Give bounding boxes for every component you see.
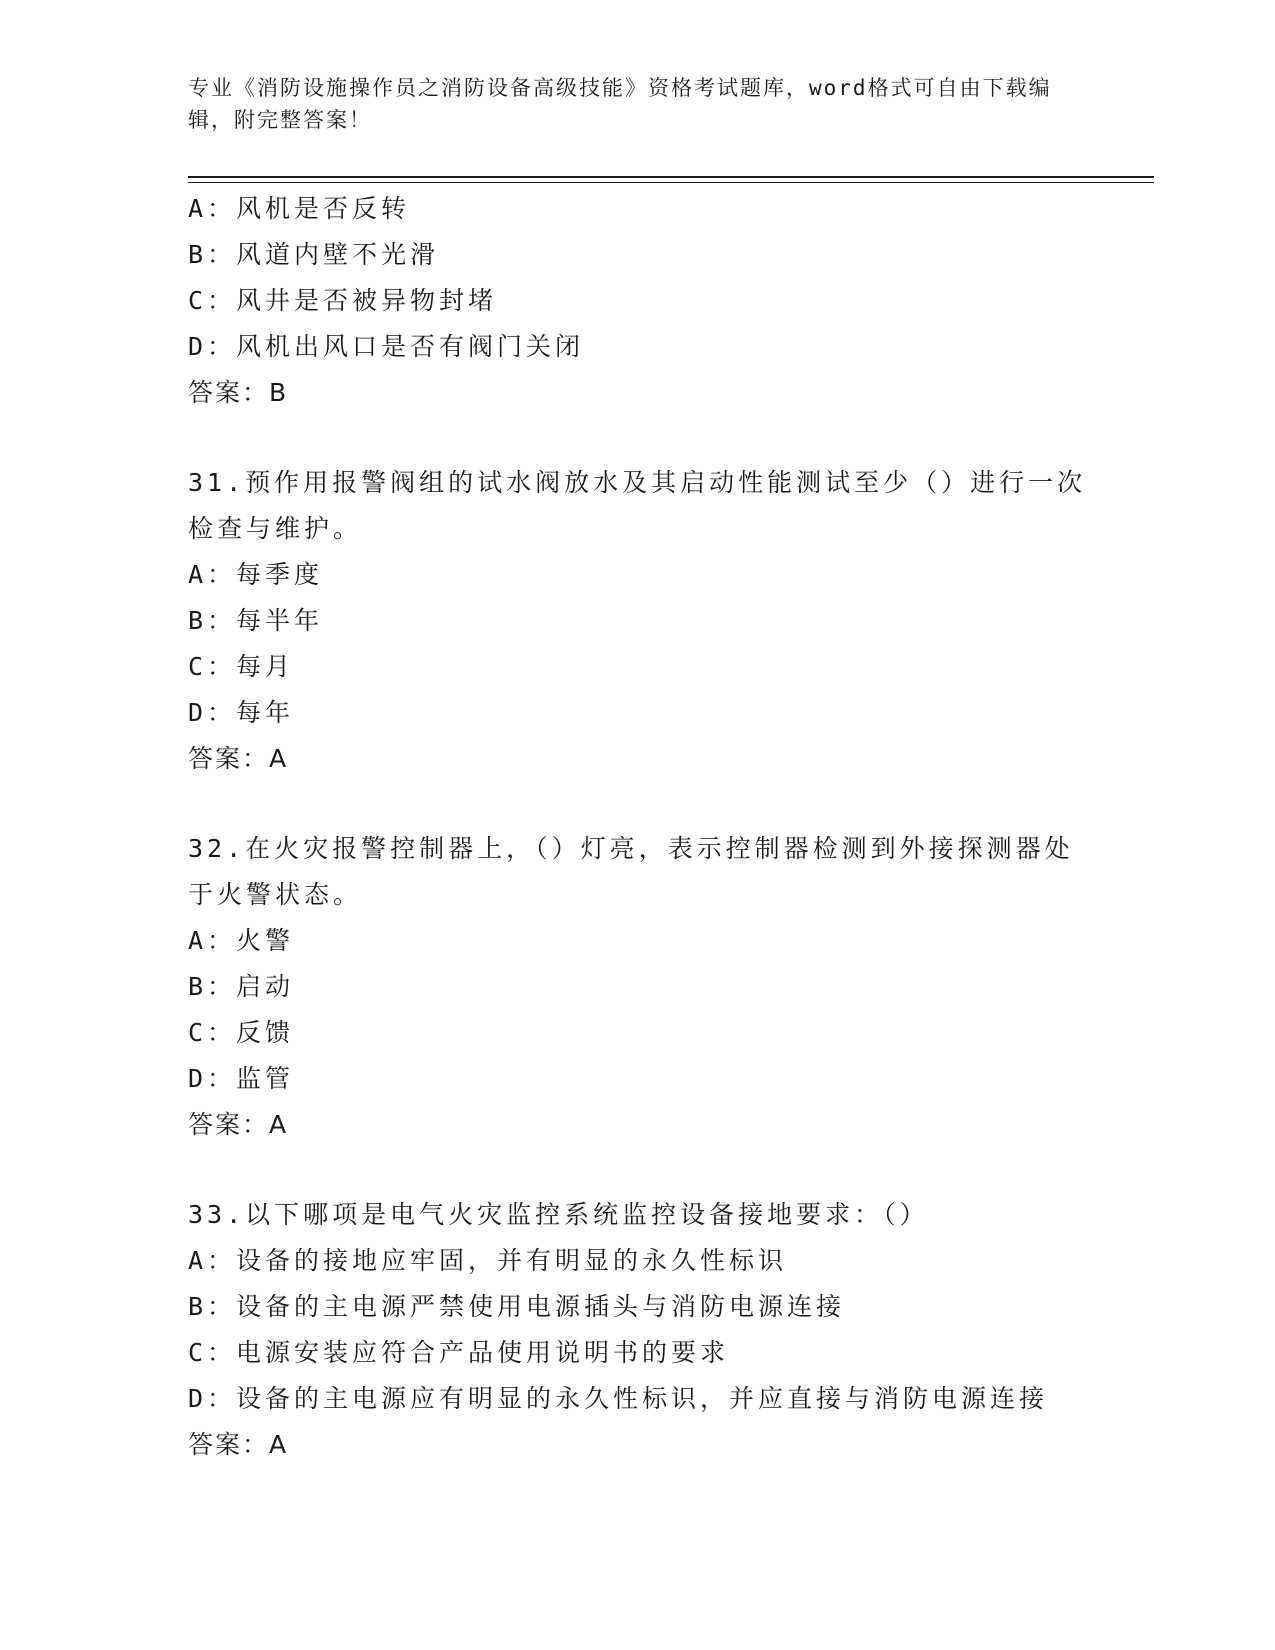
option-c: C：风井是否被异物封堵: [188, 286, 498, 315]
question-block-31: [188, 460, 1088, 782]
spacer: [188, 782, 1088, 826]
option-d: D：每年: [188, 698, 295, 727]
option-a: A：火警: [188, 926, 295, 955]
header-divider: [188, 176, 1154, 178]
question-stem: 32.在火灾报警控制器上，（）灯亮，表示控制器检测到外接探测器处于火警状态。: [188, 834, 1074, 909]
question-block-partial: [188, 186, 1088, 416]
option-b: B：每半年: [188, 606, 324, 635]
option-b: B：风道内壁不光滑: [188, 240, 440, 269]
question-stem: 31.预作用报警阀组的试水阀放水及其启动性能测试至少（）进行一次检查与维护。: [188, 468, 1087, 543]
option-d: D：监管: [188, 1064, 295, 1093]
option-c: C：电源安装应符合产品使用说明书的要求: [188, 1338, 730, 1367]
question-stem: 33.以下哪项是电气火灾监控系统监控设备接地要求：（）: [188, 1200, 929, 1229]
spacer: [188, 1148, 1088, 1192]
question-block-33: [188, 1192, 1088, 1468]
option-a: A：设备的接地应牢固，并有明显的永久性标识: [188, 1246, 788, 1275]
option-b: B：启动: [188, 972, 295, 1001]
option-d: D：设备的主电源应有明显的永久性标识，并应直接与消防电源连接: [188, 1384, 1049, 1413]
question-block-32: [188, 826, 1088, 1148]
option-a: A：风机是否反转: [188, 194, 411, 223]
option-c: C：每月: [188, 652, 295, 681]
option-b: B：设备的主电源严禁使用电源插头与消防电源连接: [188, 1292, 846, 1321]
option-a: A：每季度: [188, 560, 324, 589]
spacer: [188, 416, 1088, 460]
answer-line: 答案：A: [188, 1110, 289, 1139]
question-list: [188, 186, 1088, 1468]
option-c: C：反馈: [188, 1018, 295, 1047]
option-d: D：风机出风口是否有阀门关闭: [188, 332, 585, 361]
answer-line: 答案：A: [188, 1430, 289, 1459]
document-header: 专业《消防设施操作员之消防设备高级技能》资格考试题库，word格式可自由下载编辑，附完整答案！: [188, 76, 1052, 132]
answer-line: 答案：B: [188, 378, 289, 407]
header-divider-thin: [188, 182, 1154, 183]
answer-line: 答案：A: [188, 744, 289, 773]
